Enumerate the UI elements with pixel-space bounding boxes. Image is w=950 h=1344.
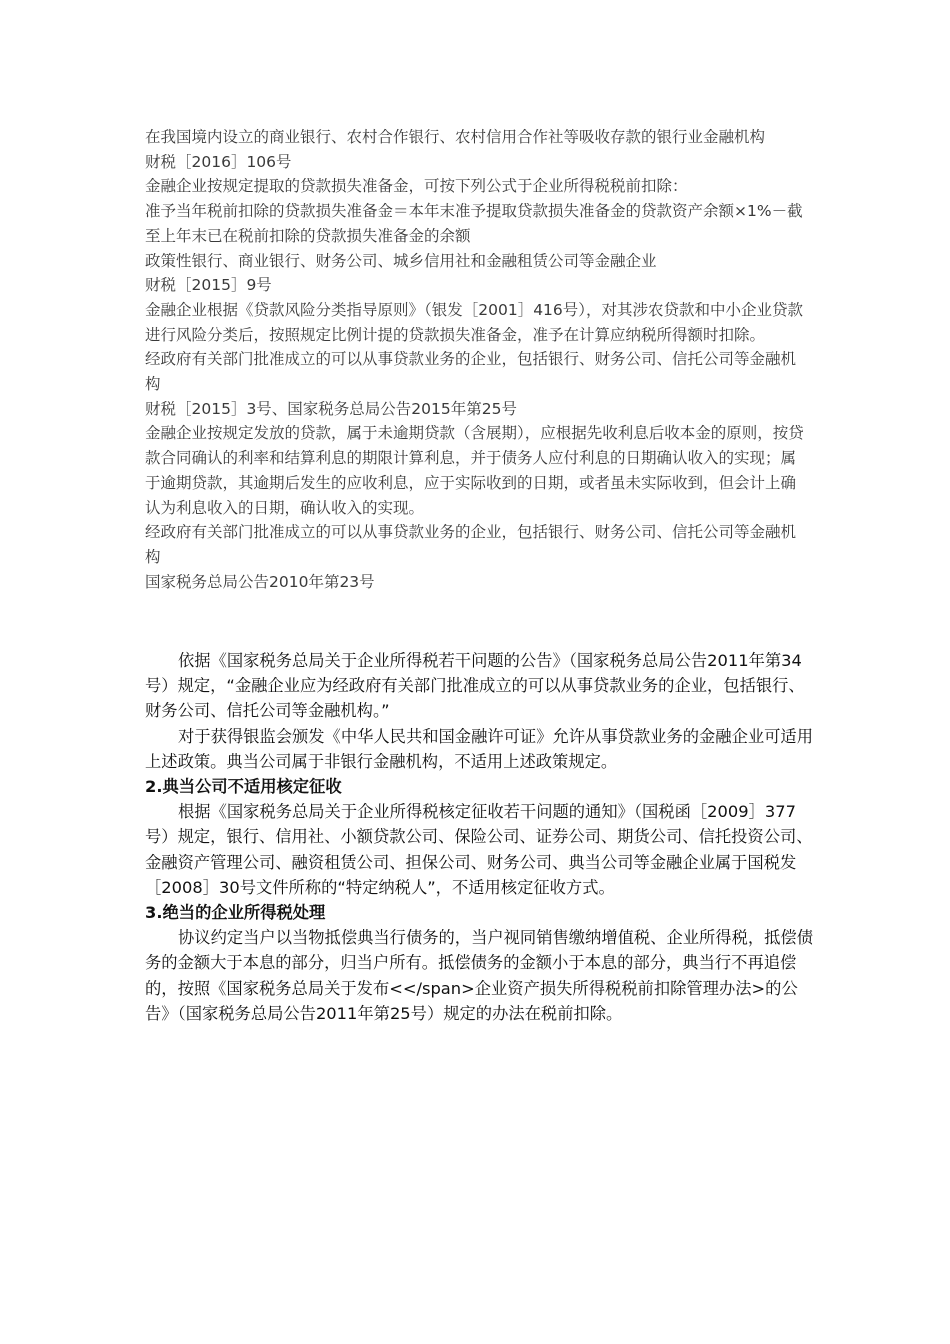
section-heading-3: 3.绝当的企业所得税处理 <box>145 903 326 923</box>
policy-text-3: 金融企业按规定发放的贷款，属于未逾期贷款（含展期），应根据先收利息后收本金的原则，按贷款合同确认的利率和结算利息的期限计算利息，并于债务人应付利息的日期确认收入的实现；属于逾期贷款，其逾期后发生的应收利息，应于实际收到的日期，或者虽未实际收到，但会计上确认为利息收入的日期，确认收入的实现。 <box>145 424 804 517</box>
analysis-paragraph-1: 依据《国家税务总局关于企业所得税若干问题的公告》（国家税务总局公告2011年第34号）规定，“金融企业应为经政府有关部门批准成立的可以从事贷款业务的企业，包括银行、财务公司、信托公司等金融机构。” <box>145 651 805 721</box>
section-heading-2: 2.典当公司不适用核定征收 <box>145 777 342 797</box>
formula-text: 准予当年税前扣除的贷款损失准备金＝本年末准予提取贷款损失准备金的贷款资产余额×1%－截至上年末已在税前扣除的贷款损失准备金的余额 <box>145 202 803 245</box>
eligible-institutions-3: 经政府有关部门批准成立的可以从事贷款业务的企业，包括银行、财务公司、信托公司等金融机构 <box>145 350 797 394</box>
analysis-section <box>145 648 813 1026</box>
analysis-paragraph-2: 对于获得银监会颁发《中华人民共和国金融许可证》允许从事贷款业务的金融企业可适用上述政策。典当公司属于非银行金融机构，不适用上述政策规定。 <box>145 726 813 771</box>
eligible-institutions-2: 政策性银行、商业银行、财务公司、城乡信用社和金融租赁公司等金融企业 <box>145 251 657 270</box>
policy-text-1: 金融企业按规定提取的贷款损失准备金，可按下列公式于企业所得税税前扣除： <box>145 177 688 196</box>
doc-number-3: 财税［2015］3号、国家税务总局公告2015年第25号 <box>145 399 517 418</box>
analysis-paragraph-4: 协议约定当户以当物抵偿典当行债务的，当户视同销售缴纳增值税、企业所得税，抵偿债务的金额大于本息的部分，归当户所有。抵偿债务的金额小于本息的部分，典当行不再追偿的，按照《国家税务总局关于发布<</span>企业资产损失所得税税前扣除管理办法>的公告》（国家税务总局公告2011年第25号）规定的办法在税前扣除。 <box>145 928 813 1023</box>
policy-text-2: 金融企业根据《贷款风险分类指导原则》（银发［2001］416号），对其涉农贷款和中小企业贷款进行风险分类后，按照规定比例计提的贷款损失准备金，准予在计算应纳税所得额时扣除。 <box>145 300 804 344</box>
doc-number-2: 财税［2015］9号 <box>145 276 272 295</box>
analysis-paragraph-3: 根据《国家税务总局关于企业所得税核定征收若干问题的通知》（国税函［2009］377号）规定，银行、信用社、小额贷款公司、保险公司、证券公司、期货公司、信托投资公司、金融资产管理公司、融资租赁公司、担保公司、财务公司、典当公司等金融企业属于国税发［2008］30号文件所称的“特定纳税人”，不适用核定征收方式。 <box>145 802 813 897</box>
policy-list <box>145 125 810 594</box>
doc-number-4: 国家税务总局公告2010年第23号 <box>145 572 375 591</box>
eligible-institutions-1: 在我国境内设立的商业银行、农村合作银行、农村信用合作社等吸收存款的银行业金融机构 <box>145 128 766 146</box>
doc-number-1: 财税［2016］106号 <box>145 152 292 171</box>
eligible-institutions-4: 经政府有关部门批准成立的可以从事贷款业务的企业，包括银行、财务公司、信托公司等金融机构 <box>145 523 797 566</box>
